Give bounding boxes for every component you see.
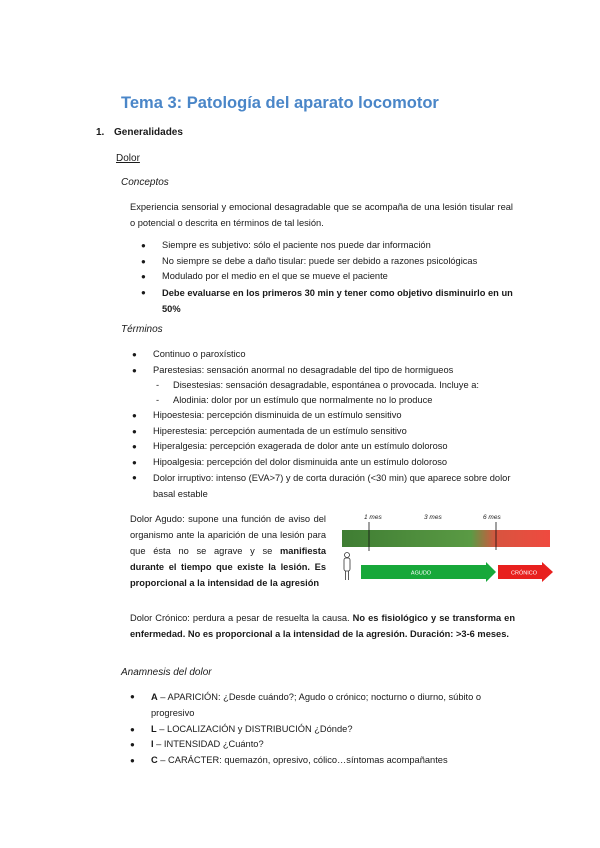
list-item: ● Hiperalgesia: percepción exagerada de dolor ante un estímulo doloroso <box>132 439 522 454</box>
anamnesis-list <box>130 689 522 768</box>
parestesias-text: Parestesias: sensación anormal no desagradable del tipo de hormigueos <box>153 364 454 375</box>
anamnesis-text: – CARÁCTER: quemazón, opresivo, cólico…síntomas acompañantes <box>157 754 448 765</box>
list-item: ● Hiperestesia: percepción aumentada de un estímulo sensitivo <box>132 424 522 439</box>
dolor-cronico-paragraph <box>130 610 515 642</box>
conceptos-heading: Conceptos <box>121 177 169 188</box>
list-item: ● Hipoalgesia: percepción del dolor disminuida ante un estímulo doloroso <box>132 455 522 470</box>
sub-list <box>153 378 522 408</box>
list-item: ● No siempre se debe a daño tisular: puede ser debido a razones psicológicas <box>141 254 521 269</box>
anamnesis-key: A <box>151 692 158 702</box>
anamnesis-key: L <box>151 723 157 734</box>
section-label: Generalidades <box>114 127 183 138</box>
terminos-list <box>132 347 522 503</box>
conceptos-definition: Experiencia sensorial y emocional desagradable que se acompaña de una lesión tisular real o potencial o descrita en términos de tal lesión. <box>130 202 513 228</box>
list-item <box>132 363 522 408</box>
sub-list-item: - Disestesias: sensación desagradable, espontánea o provocada. Incluye a: <box>153 378 522 393</box>
list-item <box>130 737 522 752</box>
label-3-mes: 3 mes <box>424 514 442 521</box>
section-number: 1. <box>96 127 105 138</box>
arrow-cronico-label: CRÓNICO <box>511 570 537 577</box>
sub-list-item: - Alodinia: dolor por un estímulo que normalmente no lo produce <box>153 393 522 408</box>
anamnesis-text: – INTENSIDAD ¿Cuánto? <box>153 739 264 749</box>
list-item <box>130 753 522 768</box>
dolor-cronico-text: Dolor Crónico: perdura a pesar de resuelta la causa. <box>130 613 350 623</box>
anamnesis-heading: Anamnesis del dolor <box>121 667 212 678</box>
dolor-agudo-paragraph <box>130 511 326 591</box>
duration-bar <box>342 530 550 547</box>
list-item: ● Modulado por el medio en el que se mueve el paciente <box>141 269 521 284</box>
list-item: ● Dolor irruptivo: intenso (EVA>7) y de corta duración (<30 min) que aparece sobre dolor basal estable <box>132 470 522 502</box>
list-item: ● Hipoestesia: percepción disminuida de un estímulo sensitivo <box>132 408 522 423</box>
list-item: ● Continuo o paroxístico <box>132 347 522 362</box>
person-icon <box>344 553 350 581</box>
dolor-cronico-bold: No es fisiológico y se transforma en enfermedad. No es proporcional a la intensidad de la agresión. Duración: >3-6 meses. <box>130 613 516 639</box>
label-1-mes: 1 mes <box>364 514 382 521</box>
dolor-heading: Dolor <box>116 153 140 164</box>
label-6-mes: 6 mes <box>483 514 501 521</box>
terminos-heading: Términos <box>121 324 163 335</box>
list-item <box>130 722 522 737</box>
dolor-timeline-diagram <box>336 510 556 600</box>
anamnesis-key: C <box>151 754 158 765</box>
conceptos-list <box>141 238 521 317</box>
arrow-agudo-label: AGUDO <box>410 570 432 577</box>
section-heading <box>96 127 183 138</box>
anamnesis-key: I <box>151 739 154 749</box>
anamnesis-text: – LOCALIZACIÓN y DISTRIBUCIÓN ¿Dónde? <box>156 723 353 734</box>
dolor-agudo-bold: manifiesta durante el tiempo que existe la lesión. Es proporcional a la intensidad de la agresión <box>130 546 326 588</box>
list-item: ● Debe evaluarse en los primeros 30 min y tener como objetivo disminuirlo en un 50% <box>141 285 521 317</box>
list-item: ● Siempre es subjetivo: sólo el paciente nos puede dar información <box>141 238 521 253</box>
anamnesis-text: – APARICIÓN: ¿Desde cuándo?; Agudo o crónico; nocturno o diurno, súbito o progresivo <box>151 692 482 718</box>
dolor-agudo-text: Dolor Agudo: supone una función de aviso del organismo ante la aparición de una lesión para que ésta no se agrave y se <box>130 514 326 556</box>
document-title: Tema 3: Patología del aparato locomotor <box>121 94 439 112</box>
list-item <box>130 689 522 721</box>
